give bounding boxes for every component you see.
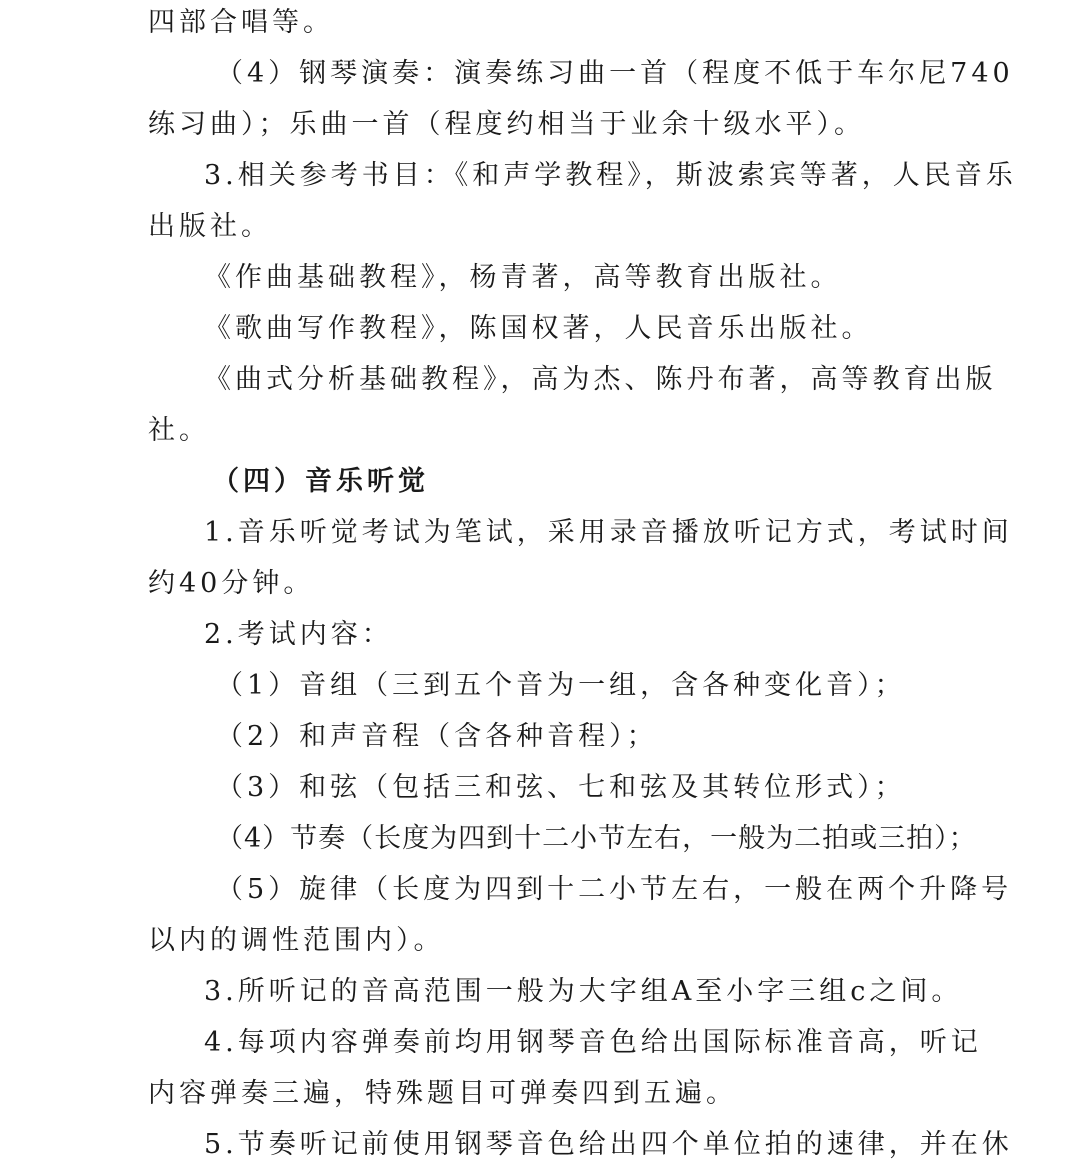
text-line: （5）旋律（长度为四到十二小节左右，一般在两个升降号 xyxy=(216,874,1013,905)
text-line: 约40分钟。 xyxy=(148,568,315,599)
text-line: 出版社。 xyxy=(148,211,272,242)
text-line: 3.相关参考书目：《和声学教程》，斯波索宾等著，人民音乐 xyxy=(204,160,1017,191)
text-line: 1.音乐听觉考试为笔试，采用录音播放听记方式，考试时间 xyxy=(204,517,1013,548)
text-line: 《歌曲写作教程》，陈国权著，人民音乐出版社。 xyxy=(204,313,873,344)
text-line: （4）钢琴演奏：演奏练习曲一首（程度不低于车尔尼740 xyxy=(216,58,1014,89)
text-line: 四部合唱等。 xyxy=(148,7,334,38)
text-line: 社。 xyxy=(148,415,210,446)
text-line: 《作曲基础教程》，杨青著，高等教育出版社。 xyxy=(204,262,842,293)
text-line: （1）音组（三到五个音为一组，含各种变化音）； xyxy=(216,670,906,701)
text-line: （2）和声音程（含各种音程）； xyxy=(216,721,658,752)
text-line: 以内的调性范围内）。 xyxy=(148,925,445,956)
text-line: 《曲式分析基础教程》，高为杰、陈丹布著，高等教育出版 xyxy=(204,364,997,395)
section-heading: （四）音乐听觉 xyxy=(212,466,429,497)
text-line: 练习曲）；乐曲一首（程度约相当于业余十级水平）。 xyxy=(148,109,865,140)
text-line: 内容弹奏三遍，特殊题目可弹奏四到五遍。 xyxy=(148,1078,737,1109)
text-line: 2.考试内容： xyxy=(204,619,393,650)
text-line: 4.每项内容弹奏前均用钢琴音色给出国际标准音高，听记 xyxy=(204,1027,982,1058)
text-line: （4）节奏（长度为四到十二小节左右，一般为二拍或三拍）； xyxy=(216,823,977,854)
text-line: （3）和弦（包括三和弦、七和弦及其转位形式）； xyxy=(216,772,906,803)
text-line: 3.所听记的音高范围一般为大字组A至小字三组c之间。 xyxy=(204,976,963,1007)
text-line: 5.节奏听记前使用钢琴音色给出四个单位拍的速律，并在休 xyxy=(204,1129,1013,1160)
